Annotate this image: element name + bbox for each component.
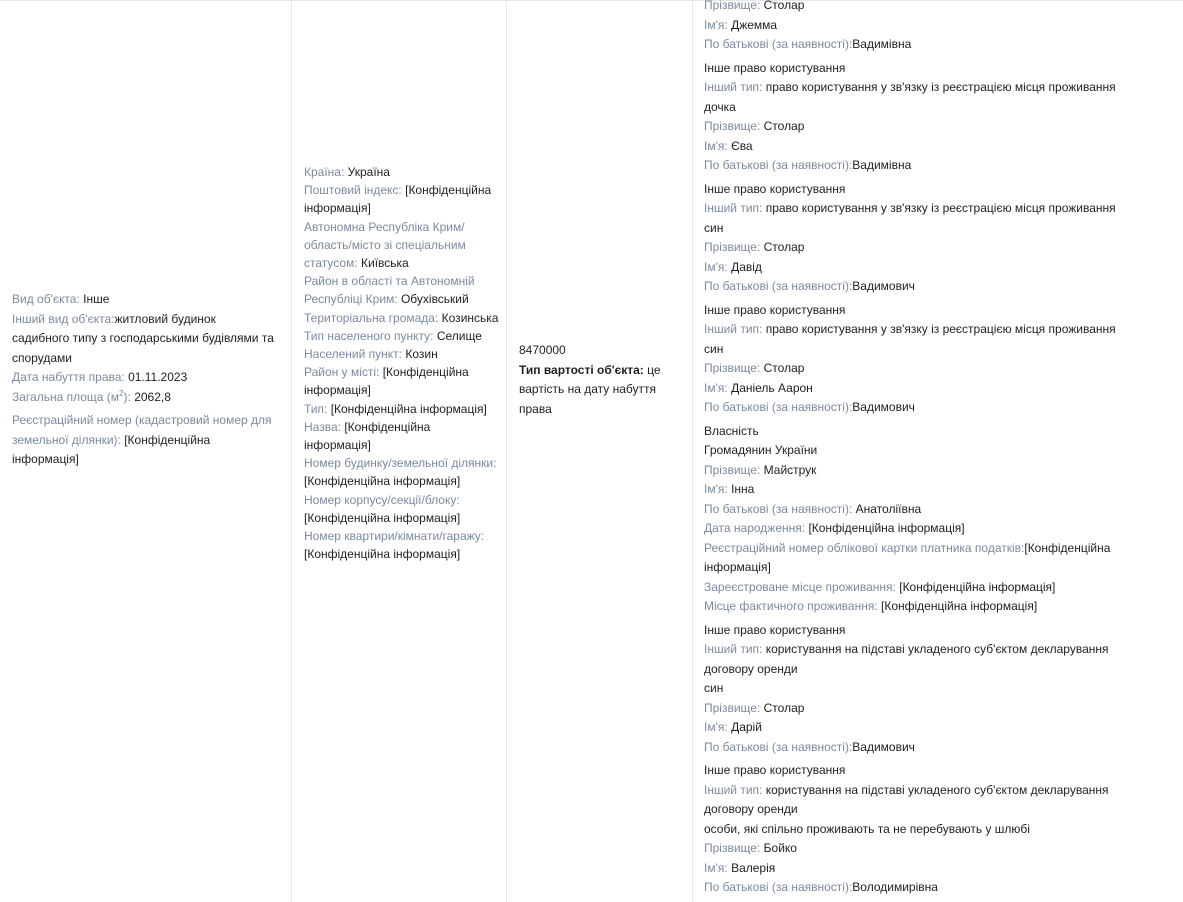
address-field: Назва: [Конфіденційна інформація] — [304, 419, 431, 453]
right-block: Інше право користування Інший тип: користування на підставі укладеного суб'єктом декларування договору оренди син Прізвище: Столар Ім'я: Дарій По батькові (за наявності):Вадимович — [704, 622, 1109, 754]
cost-info — [519, 341, 669, 419]
right-block: Інше право користування Інший тип: право користування у зв'язку із реєстрацією місця проживання син Прізвище: Столар Ім'я: Давід По батькові (за наявності):Вадимович — [704, 181, 1116, 293]
object-cell — [0, 1, 292, 902]
address-field: Країна: Україна — [304, 165, 390, 179]
owner-block: Власність Громадянин України Прізвище: Майструк Ім'я: Інна По батькові (за наявності): Анатоліївна Дата народження: [Конфіденційна інформація] Реєстраційний номер облікової картки платника податків:[Конфіденційна інформація] Зареєстроване місце проживання: [Конфіденційна інформація] Місце фактичного проживання: [Конфіденційна інформація] — [704, 423, 1111, 613]
object-type: Вид об'єкта: Інше — [12, 292, 110, 306]
address-field: Територіальна громада: Козинська — [304, 310, 499, 325]
address-field: Район у місті: [Конфіденційна інформація] — [304, 365, 469, 398]
total-area: Загальна площа $(м^2)$: 2062,8 — [12, 388, 171, 404]
rights-list — [704, 59, 1134, 418]
address-field: Номер квартири/кімнати/гаражу: [Конфіденційна інформація] — [304, 529, 485, 562]
right-block: Інше право користування Інший тип: користування на підставі укладеного суб'єктом декларування договору оренди особи, які спільно проживають та не перебувають у шлюбі Прізвище: Бойко Ім'я: Валерія По батькові (за наявності):Володимирівна — [704, 763, 1109, 894]
address-field: Населений пункт: Козин — [304, 347, 438, 362]
rights-info — [704, 0, 1134, 902]
acquisition-date: Дата набуття права: 01.11.2023 — [12, 370, 188, 384]
right-block: Інше право користування Інший тип: право користування у зв'язку із реєстрацією місця проживання дочка Прізвище: Столар Ім'я: Єва По батькові (за наявності):Вадимівна — [704, 60, 1116, 172]
rights-cell — [693, 1, 1183, 902]
rights-list-2 — [704, 621, 1134, 898]
address-field: Район в області та Автономній Республіці Крим: Обухівський — [304, 274, 475, 307]
object-other-type: Інший вид об'єкта:житловий будинок садибного типу з господарськими будівлями та спорудами — [12, 311, 274, 365]
object-info — [12, 290, 274, 470]
cost-cell — [507, 1, 693, 902]
address-info — [304, 163, 499, 563]
right-block: Інше право користування Інший тип: право користування у зв'язку із реєстрацією місця проживання син Прізвище: Столар Ім'я: Даніель Аарон По батькові (за наявності):Вадимович — [704, 302, 1116, 414]
cost-value: 8470000 — [519, 343, 566, 357]
address-field: Тип: [Конфіденційна інформація] — [304, 401, 487, 416]
address-field: Номер корпусу/секції/блоку: [Конфіденційна інформація] — [304, 492, 461, 525]
address-field: Номер будинку/земельної ділянки: [Конфіденційна інформація] — [304, 456, 497, 489]
address-field: Тип населеного пункту: Селище — [304, 328, 482, 343]
address-field: Поштовий індекс: [Конфіденційна інформація] — [304, 183, 492, 216]
registration-number: Реєстраційний номер (кадастровий номер для земельної ділянки): [Конфіденційна інформація] — [12, 413, 272, 466]
address-field: Автономна Республіка Крим/ область/місто зі спеціальним статусом: Київська — [304, 219, 466, 271]
rights-block-top: Прізвище: Столар Ім'я: Джемма По батькові (за наявності):Вадимівна — [704, 0, 912, 51]
address-cell — [292, 1, 507, 902]
cost-type: Тип вартості об'єкта: це вартість на дату набуття права — [519, 362, 661, 416]
